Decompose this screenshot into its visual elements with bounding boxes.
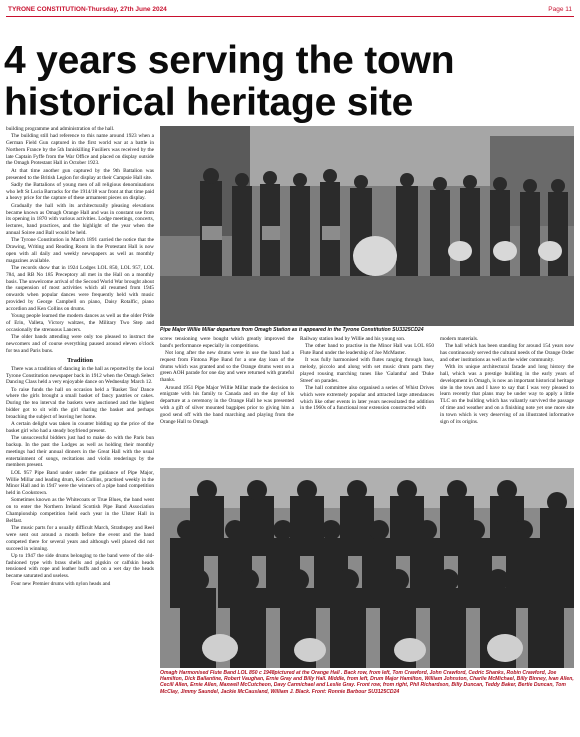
body-paragraph: Railway station lead by Willie and his young son. <box>300 336 406 342</box>
headline-line-1: 4 years serving the town <box>4 39 455 82</box>
body-paragraph: The unsuccessful bidders just had to make do with the Paris bun backup. In the past the Lodges as well as holding their monthly meetings had their annual dinners in the Great Hall with the usual entertainment of songs, recitations and violin renderings by the members present. <box>6 435 154 469</box>
pipe-band-photo <box>160 126 574 326</box>
article-column-2 <box>160 336 294 426</box>
masthead-page: Page 11 <box>548 6 572 13</box>
body-paragraph: Not long after the new drums were in use the band had a request from Fintona Pipe Band for a one day loan of the drums which was granted and so the Orange drums went on a green AOH parade for one day and were returned with grateful thanks. <box>160 350 294 384</box>
body-paragraph: building programme and administration of the hall. <box>6 126 115 132</box>
body-paragraph: screw tensioning were bought which greatly improved the band's performance especially in competitions. <box>160 336 294 349</box>
body-paragraph: There was a tradition of dancing in the hall as reported by the local Tyrone Constitution newspaper back in 1912 when the Omagh Select Dancing Class held a very enjoyable dance on Wednesday March 12. <box>6 365 154 386</box>
headline <box>4 40 576 124</box>
body-paragraph: A certain delight was taken in counter bidding up the price of the basket girl who had a steady boyfriend present. <box>6 421 154 434</box>
body-paragraph: The Tyrone Constitution in March 1891 carried the notice that the Drawing, Writing and Reading Room in the Protestant Hall is now open with all daily and weekly newspapers as well as monthly magazines available. <box>6 237 154 264</box>
body-paragraph: LOL 957 Pipe Band under under the guidance of Pipe Major, Willie Millar and leading drum, Ken Collins, practised weekly in the Minor Hall and in 1947 were the winners of a pipe band competition held in Cookstown. <box>6 469 154 497</box>
body-paragraph: The records show that in 1924 Lodges LOL 850, LOL 957, LOL 784, and RB No 185 Preceptory all met in the Hall on a monthly basis. The unwelcome arrival of the Second World War brought about the suspension of most activities which all resumed from 1945 onwards when popular dances were frequently held with music provided by George Campbell on piano, Daisy Rotalfic, piano accordion and Ken Collins on drums. <box>6 264 154 312</box>
article-column-1 <box>6 126 154 588</box>
body-paragraph: It was fully harmonised with flutes ranging through bass, melody, piccolo and along with set music drum parts they played rousing marching tunes like 'Galantha' and 'Duke Street' on parades. <box>300 357 434 384</box>
body-paragraph: Around 1951 Pipe Major Willie Millar made the decision to emigrate with his family to Canada and on the day of his departure at a ceremony in the Orange Hall he was presented with a gift of silver mounted bagpipes prior to giving him a good send off with the band marching and playing from the Orange Hall to Omagh <box>160 384 294 425</box>
body-paragraph: The building still had reference to this name around 1923 when a German Field Gun captured in the first world war at a battle in Northern France by the 5th Inniskilling Fusiliers was received by the late Captain Fyffe from the War Office and placed on display outside the Omagh Protestant Hall in October 1923. <box>6 133 154 167</box>
masthead-rule <box>6 16 574 17</box>
pipe-band-photo-caption: Pipe Major Willie Millar departure from Omagh Station as it appeared in the Tyrone Constitution SU3325CD24 <box>160 327 424 333</box>
flute-band-photo-caption: Omagh Harmonised Flute Band LOL 850 c 1948pictured at the Orange Hall . Back row, from left, Tom Crawford, John Crawford, Cedric Shanks, Robin Crawford, Joe Hamilton, Dick Ballantine, Robert Vaughan, Ernie Gray and Billy Hall. Middle, from left, Drum Major Hamilton, William Johnston, Charlie McMichael, Billy Binney, Ivan Allen, Cecill Allen, Ernie Allen, Maxwell McCutcheon, Davy Carmichael and Leslie Gray. Front row, from right, Phil Richardson, Billy Duncan, Teddy Baker, Bertie Duncan, Tom McClay, Jimmy Saundel, Jackie McCausland, William J. Black. Front: Ronnie Barbour SU3125CD24 <box>160 670 574 695</box>
body-paragraph: Young people learned the modern dances as well as the older Pride of Erin, Valleta, Victory waltzes, the Military Two Step and occasionally the strenuous Lancers. <box>6 313 154 333</box>
body-paragraph: The hall committee also organised a series of Whist Drives which were extremely popular and attracted large attendances which like other events in later years necessitated the addition in the 1960s of a functional rear extension constructed with <box>300 385 434 412</box>
article-column-3 <box>300 336 434 413</box>
article-column-4 <box>440 336 574 426</box>
flute-band-photo <box>160 468 574 668</box>
body-paragraph: The hall which has been standing for around 154 years now has continuously served the cultural needs of the Orange Order and other institutions as well as the wider community. <box>440 343 574 363</box>
body-paragraph: Gradually the hall with its architecturally pleasing elevations became known as Omagh Orange Hall and was in constant use from its opening in 1870 with various activities. Lodge meetings, concerts, lectures, band practices, and the highlight of the year when the annual Soiree and Ball would be held. <box>6 202 154 236</box>
body-paragraph: The older bands attending were only too pleased to instruct the newcomers and of course everything paused around eleven o'clock for tea and Paris buns. <box>6 333 154 354</box>
body-paragraph: At that time another gun captured by the 9th Battalion was presented to the British Legion for display at their Campsie Hall site. <box>6 167 154 181</box>
body-paragraph: modern materials. <box>440 336 479 342</box>
body-paragraph: The other band to practise in the Minor Hall was LOL 850 Flute Band under the leadership of Joe McMaster. <box>300 343 434 357</box>
subheading: Tradition <box>67 357 93 365</box>
body-paragraph: Sadly the Battalions of young men of all religious denominations who left St Lucia Barracks for the 1914/18 war front at that time paid a heavy price for the capture of these armament pieces on display. <box>6 181 154 202</box>
body-paragraph: To raise funds the hall on occasion held a 'Basket Tea' Dance where the girls brought a small basket of fancy pastries or cakes. During the tea interval the baskets were auctioned and the highest bidder got to sit with the girl sharing the basket and perhaps broaching the subject of leaving her home. <box>6 386 154 420</box>
masthead <box>6 4 574 16</box>
masthead-paper: TYRONE CONSTITUTION-Thursday, 27th June 2024 <box>8 6 167 13</box>
body-paragraph: The music parts for a usually difficult March, Strathspey and Reel were sent out around a month before the event and the band competed there for several years and although well placed did not succeed in winning. <box>6 525 154 552</box>
body-paragraph: Four new Premier drums with nylon heads and <box>11 580 111 587</box>
body-paragraph: Up to 1947 the side drums belonging to the band were of the old-fashioned type with brass shells and pigskin or calfskin heads tensioned with rope and leather buffs and on a wet day the heads became saturated and useless. <box>6 552 154 580</box>
body-paragraph: With its unique architectural facade and long history the hall, which was a prestige building in the early years of development in Omagh, is now an important historical heritage site in the town and I have to say that I was very pleased to learn recently that plans may be under way to apply a little TLC on the building which has valiantly survived the passage of time and weather and on a finishing note yet one more site in town which is very deserving of an illustrated informative sign of its origins. <box>440 364 575 425</box>
headline-line-2: historical heritage site <box>4 81 414 124</box>
body-paragraph: Sometimes known as the Whitecoats or True Blues, the band went on to enter the Northern Ireland Scottish Pipe Band Association Championship competition held each year in the Ulster Hall in Belfast. <box>6 497 154 524</box>
